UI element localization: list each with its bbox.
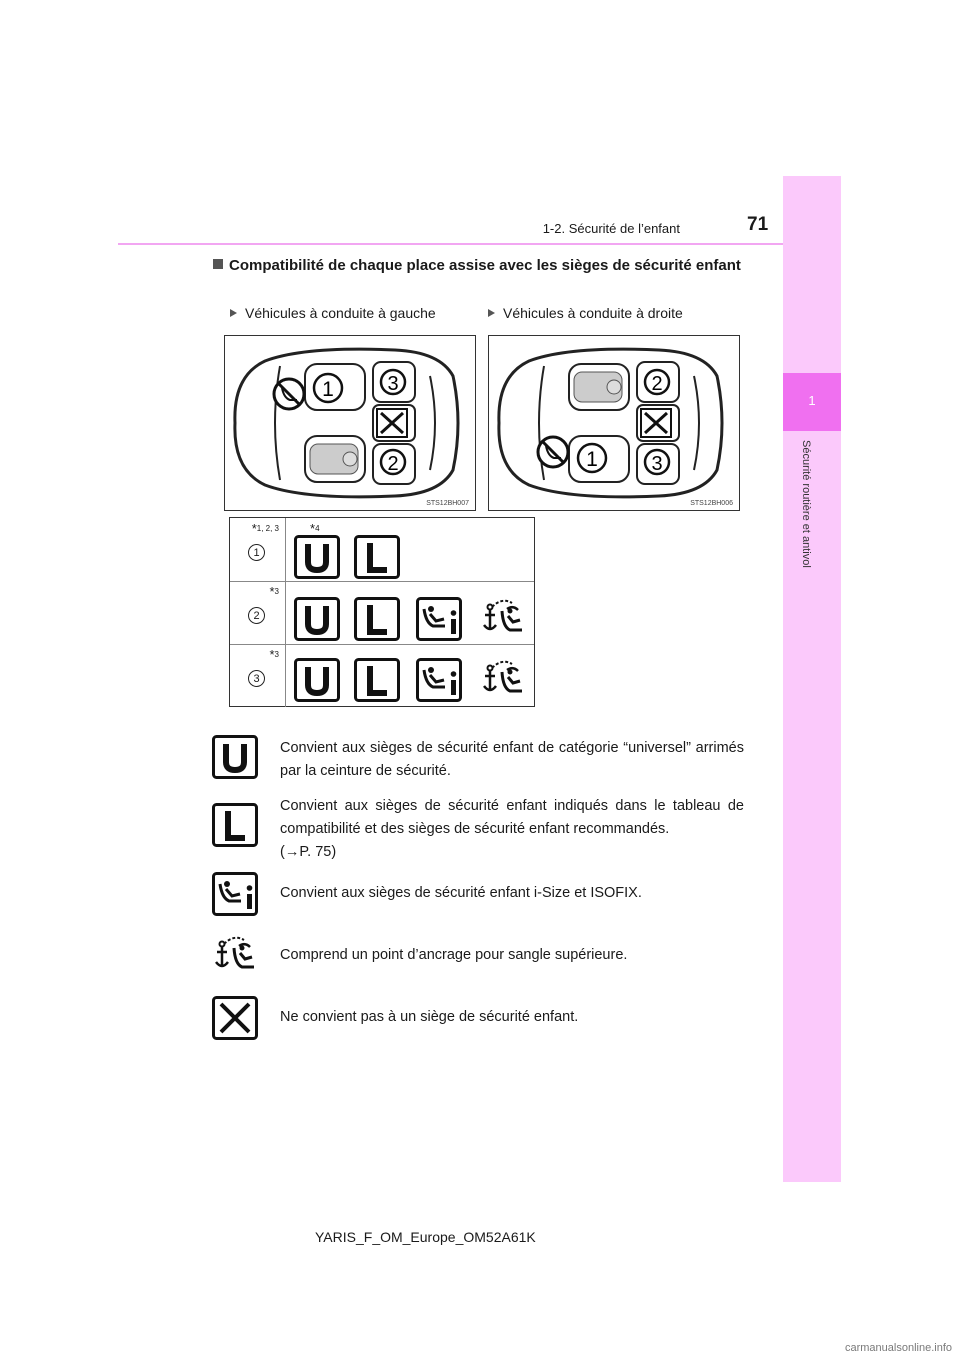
seat-cell: [230, 518, 286, 581]
triangle-bullet-icon: [488, 309, 495, 317]
compatibility-table: [229, 517, 535, 707]
seat-number-circle: 2: [248, 607, 265, 624]
car-top-view-illustration: [489, 336, 739, 510]
top-tether-anchor-icon: [480, 658, 526, 702]
figure-code: STS12BH006: [690, 500, 733, 507]
not-suitable-x-icon: [212, 996, 258, 1040]
car-diagram-right-hand-drive: [488, 335, 740, 511]
seat-cell: [230, 644, 286, 707]
figure-code: STS12BH007: [426, 500, 469, 507]
chapter-number: 1: [808, 393, 816, 408]
car-top-view-illustration: [225, 336, 475, 510]
page-reference-link[interactable]: (→P. 75): [280, 844, 337, 860]
u-category-icon: [212, 735, 258, 779]
seat-number-circle: 1: [248, 544, 265, 561]
l-category-icon: [354, 658, 400, 702]
table-row: [230, 644, 534, 707]
seat-3-label: 3: [651, 453, 663, 475]
legend-text-not-suitable: Ne convient pas à un siège de sécurité enfant.: [280, 1009, 579, 1025]
seat-2-label: 2: [387, 453, 399, 475]
footnote-marker: *3: [269, 584, 279, 599]
isofix-seat-icon: [416, 658, 462, 702]
l-category-icon: [212, 803, 258, 847]
seat-1-label: 1: [322, 378, 334, 401]
subheading-left-hand-drive: Véhicules à conduite à gauche: [230, 305, 436, 321]
legend-text-isofix: Convient aux sièges de sécurité enfant i-Size et ISOFIX.: [280, 885, 642, 901]
header-rule: [118, 243, 783, 245]
l-category-icon: [354, 597, 400, 641]
seat-2-label: 2: [651, 373, 663, 395]
u-category-icon: [294, 658, 340, 702]
legend-text-universal: Convient aux sièges de sécurité enfant de catégorie “universel” arrimés par la ceinture de sécurité.: [280, 740, 744, 779]
footnote-marker: *1, 2, 3: [251, 521, 279, 536]
isofix-seat-icon: [212, 872, 258, 916]
watermark: carmanualsonline.info: [844, 1342, 952, 1354]
running-header: 1-2. Sécurité de l’enfant: [542, 221, 680, 236]
l-category-icon: [354, 535, 400, 579]
isofix-seat-icon: [416, 597, 462, 641]
footnote-marker: *4: [310, 521, 320, 536]
legend-text-specific: Convient aux sièges de sécurité enfant indiqués dans le tableau de compatibilité et des sièges de sécurité enfant recommandés. (→P. 75): [280, 798, 744, 860]
side-tab-label: Sécurité routière et antivol: [800, 440, 812, 568]
top-tether-anchor-icon: [212, 934, 258, 978]
triangle-bullet-icon: [230, 309, 237, 317]
legend-text-anchor: Comprend un point d’ancrage pour sangle supérieure.: [280, 947, 628, 963]
subheading-right-hand-drive: Véhicules à conduite à droite: [488, 305, 683, 321]
car-diagram-left-hand-drive: [224, 335, 476, 511]
footnote-marker: *3: [269, 647, 279, 662]
u-category-icon: [294, 597, 340, 641]
u-category-icon: [294, 535, 340, 579]
top-tether-anchor-icon: [480, 597, 526, 641]
table-row: [230, 518, 534, 582]
seat-3-label: 3: [387, 373, 399, 395]
page-number: 71: [747, 214, 769, 235]
seat-1-label: 1: [586, 448, 598, 471]
seat-cell: [230, 581, 286, 644]
document-footer: YARIS_F_OM_Europe_OM52A61K: [315, 1229, 536, 1245]
section-title: Compatibilité de chaque place assise avec les sièges de sécurité enfant: [229, 255, 745, 277]
table-row: [230, 581, 534, 645]
square-bullet-icon: [213, 259, 223, 269]
seat-number-circle: 3: [248, 670, 265, 687]
side-tab: [783, 176, 841, 1182]
